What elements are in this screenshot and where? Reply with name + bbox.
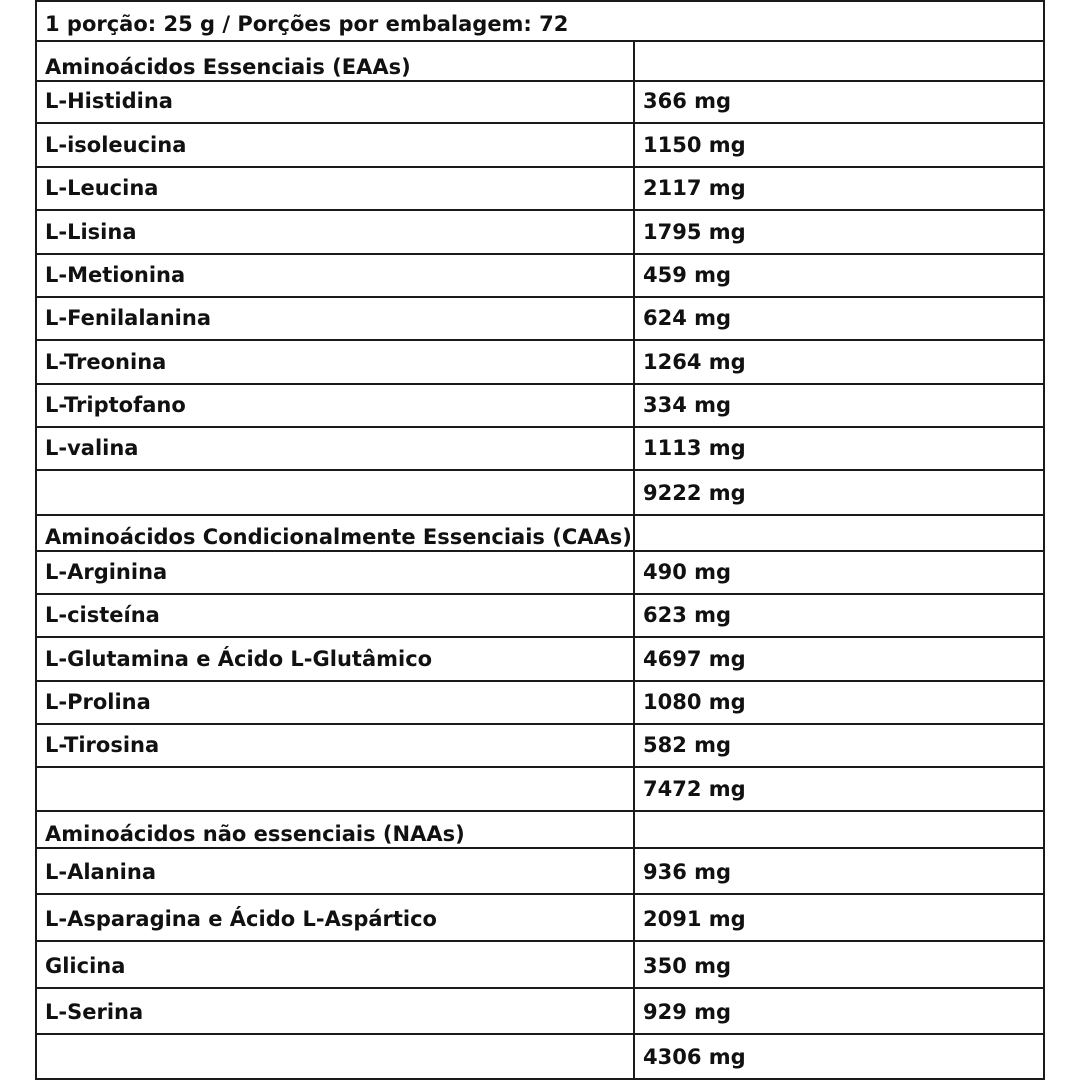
amino-acid-name: L-Histidina <box>45 89 173 113</box>
amino-acid-name: L-Prolina <box>45 690 151 714</box>
table-row <box>37 987 1043 1033</box>
total-row <box>37 469 1043 514</box>
table-row <box>37 383 1043 426</box>
section-heading-row <box>37 514 1043 550</box>
table-row <box>37 80 1043 122</box>
amino-acid-amount: 623 mg <box>633 595 1043 636</box>
amino-acid-amount: 582 mg <box>633 725 1043 766</box>
amino-acid-name: L-Fenilalanina <box>45 306 211 330</box>
amino-acid-name: L-Arginina <box>45 560 168 584</box>
amino-acid-amount: 1264 mg <box>633 341 1043 383</box>
amino-acid-name: L-Serina <box>45 1000 144 1024</box>
amino-acid-amount: 4697 mg <box>633 638 1043 680</box>
amino-acid-amount: 929 mg <box>633 989 1043 1033</box>
amino-acid-amount: 459 mg <box>633 255 1043 296</box>
amino-acid-name: L-Alanina <box>45 860 156 884</box>
section-heading-naa: Aminoácidos não essenciais (NAAs) <box>45 822 465 846</box>
section-total: 9222 mg <box>633 471 1043 514</box>
amino-acid-name: L-Metionina <box>45 263 186 287</box>
empty-cell <box>37 768 633 810</box>
amino-acid-amount: 350 mg <box>633 942 1043 987</box>
table-row <box>37 122 1043 166</box>
empty-cell <box>37 1035 633 1078</box>
empty-cell <box>633 42 1043 80</box>
amino-acid-amount: 624 mg <box>633 298 1043 339</box>
amino-acid-name: L-Triptofano <box>45 393 186 417</box>
table-row <box>37 940 1043 987</box>
table-row <box>37 296 1043 339</box>
section-heading-row <box>37 810 1043 847</box>
table-row <box>37 339 1043 383</box>
table-row <box>37 550 1043 593</box>
section-total: 4306 mg <box>633 1035 1043 1078</box>
section-heading-row <box>37 40 1043 80</box>
amino-acid-name: L-cisteína <box>45 603 160 627</box>
table-row <box>37 636 1043 680</box>
amino-acid-amount: 2091 mg <box>633 895 1043 940</box>
amino-acid-name: L-Leucina <box>45 176 159 200</box>
amino-acid-name: Glicina <box>45 954 126 978</box>
amino-acid-name: L-Treonina <box>45 350 167 374</box>
table-row <box>37 253 1043 296</box>
table-row <box>37 209 1043 253</box>
amino-acid-amount: 334 mg <box>633 385 1043 426</box>
amino-acid-amount: 1080 mg <box>633 682 1043 723</box>
serving-info: 1 porção: 25 g / Porções por embalagem: 72 <box>45 12 569 36</box>
total-row <box>37 766 1043 810</box>
section-heading-eaa: Aminoácidos Essenciais (EAAs) <box>45 55 411 79</box>
amino-acid-name: L-Asparagina e Ácido L-Aspártico <box>45 907 437 931</box>
amino-acid-table <box>35 0 1045 1080</box>
amino-acid-name: L-Tirosina <box>45 733 160 757</box>
amino-acid-amount: 490 mg <box>633 552 1043 593</box>
serving-row <box>37 0 1043 40</box>
amino-acid-name: L-valina <box>45 436 139 460</box>
section-heading-caa: Aminoácidos Condicionalmente Essenciais (CAAs) <box>45 525 632 549</box>
table-row <box>37 893 1043 940</box>
amino-acid-amount: 366 mg <box>633 82 1043 122</box>
table-row <box>37 426 1043 469</box>
total-row <box>37 1033 1043 1078</box>
empty-cell <box>633 812 1043 847</box>
table-row <box>37 593 1043 636</box>
table-row <box>37 166 1043 209</box>
amino-acid-amount: 1150 mg <box>633 124 1043 166</box>
amino-acid-amount: 936 mg <box>633 849 1043 893</box>
table-row <box>37 680 1043 723</box>
table-row <box>37 723 1043 766</box>
empty-cell <box>37 471 633 514</box>
amino-acid-amount: 2117 mg <box>633 168 1043 209</box>
amino-acid-name: L-Lisina <box>45 220 137 244</box>
amino-acid-amount: 1795 mg <box>633 211 1043 253</box>
amino-acid-name: L-isoleucina <box>45 133 187 157</box>
amino-acid-amount: 1113 mg <box>633 428 1043 469</box>
empty-cell <box>633 516 1043 550</box>
section-total: 7472 mg <box>633 768 1043 810</box>
amino-acid-name: L-Glutamina e Ácido L-Glutâmico <box>45 647 433 671</box>
table-row <box>37 847 1043 893</box>
